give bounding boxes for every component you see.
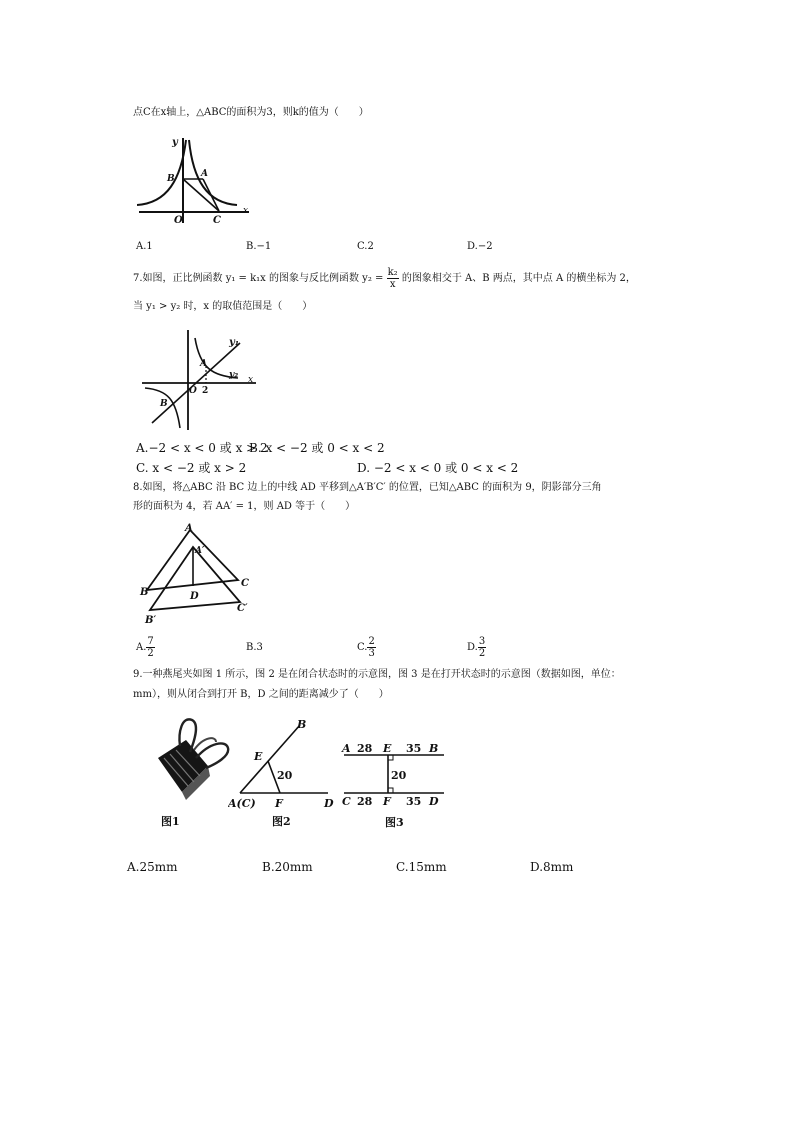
q8-option-c[interactable] — [357, 634, 376, 662]
fig1-caption: 图1 — [161, 815, 180, 828]
fig3-c-label: C — [342, 795, 351, 808]
q6-option-a[interactable]: A.1 — [136, 241, 153, 252]
binder-clip-picture — [150, 712, 235, 832]
q6-origin-label: O — [174, 215, 183, 225]
q7-frac-den: x — [389, 279, 396, 290]
q8-option-a[interactable] — [136, 634, 155, 662]
q7-x-label: x — [248, 375, 254, 385]
q6-x-label: x — [243, 206, 249, 216]
q8-b-label: B — [140, 587, 149, 598]
q6-option-c[interactable]: C.2 — [357, 241, 374, 252]
q7-origin-label: O — [189, 386, 197, 396]
q6-option-b[interactable]: B.−1 — [246, 241, 272, 252]
q6-option-d[interactable]: D.−2 — [467, 241, 493, 252]
fig2-b-label: B — [297, 718, 307, 731]
fig2-d-label: D — [324, 797, 334, 810]
q8-option-d[interactable] — [467, 634, 486, 662]
q9-stem-line1: 9.一种燕尾夹如图 1 所示，图 2 是在闭合状态时的示意图，图 3 是在打开状态时的示意图（数据如图，单位： — [133, 669, 621, 680]
q7-stem-part2: 的图象相交于 A、B 两点，其中点 A 的横坐标为 2， — [401, 273, 636, 284]
q7-y2-label: y₂ — [229, 370, 239, 380]
q8-option-a-prefix: A. — [136, 642, 147, 653]
fig3-28-bottom: 28 — [357, 795, 373, 808]
q8-option-d-den: 2 — [478, 648, 486, 659]
q9-option-a[interactable]: A.25mm — [127, 860, 178, 874]
fig2-closed-diagram — [228, 715, 343, 830]
fig3-caption: 图3 — [385, 816, 404, 829]
q7-option-c[interactable]: C. x < −2 或 x > 2 — [136, 461, 247, 475]
fig3-20-label: 20 — [391, 769, 407, 782]
q6-a-label: A — [201, 169, 208, 179]
q8-option-c-prefix: C. — [357, 642, 368, 653]
q8-option-c-frac — [367, 636, 375, 659]
q6-b-label: B — [167, 174, 175, 184]
q8-option-d-prefix: D. — [467, 642, 478, 653]
q8-figure — [137, 520, 257, 630]
fig3-d-label: D — [429, 795, 439, 808]
fig3-a-label: A — [342, 742, 351, 755]
q7-option-b[interactable]: B. x < −2 或 0 < x < 2 — [249, 441, 385, 455]
q7-y1-label: y₁ — [229, 337, 240, 348]
fig3-35-bottom: 35 — [406, 795, 422, 808]
q7-stem-part1: 7.如图，正比例函数 y₁ = k₁x 的图象与反比例函数 y₂ = — [133, 273, 384, 284]
fig3-f-label: F — [383, 795, 391, 808]
q8-a-prime-label: A′ — [195, 546, 205, 556]
fig3-28-top: 28 — [357, 742, 373, 755]
q7-stem-line1 — [133, 264, 636, 294]
q9-stem-line2: mm），则从闭合到打开 B，D 之间的距离减少了（ ） — [133, 689, 389, 700]
fig3-e-label: E — [383, 742, 392, 755]
q7-two-label: 2 — [202, 386, 209, 396]
fig2-caption: 图2 — [272, 815, 291, 828]
q8-d-label: D — [190, 591, 199, 602]
q7-stem-line2: 当 y₁ > y₂ 时，x 的取值范围是（ ） — [133, 301, 313, 312]
q7-b-label: B — [160, 399, 168, 409]
q7-option-d[interactable]: D. −2 < x < 0 或 0 < x < 2 — [357, 461, 519, 475]
q6-y-label: y — [172, 137, 178, 148]
fig2-f-label: F — [275, 797, 283, 810]
q8-option-c-num: 2 — [368, 636, 375, 647]
q8-b-prime-label: B′ — [145, 615, 157, 626]
q8-option-a-den: 2 — [147, 648, 154, 659]
q8-stem-line2: 形的面积为 4，若 AA′ = 1，则 AD 等于（ ） — [133, 501, 356, 512]
q8-a-label: A — [185, 523, 193, 534]
q8-stem-line1: 8.如图，将△ABC 沿 BC 边上的中线 AD 平移到△A′B′C′ 的位置，已知△ABC 的面积为 9，阴影部分三角 — [133, 482, 602, 493]
q7-figure — [140, 328, 260, 433]
fig2-e-label: E — [254, 750, 263, 763]
q7-option-a[interactable]: A.−2 < x < 0 或 x > 2 — [136, 441, 268, 455]
q8-c-label: C — [241, 578, 249, 589]
q6-stem: 点C在x轴上，△ABC的面积为3，则k的值为（ ） — [133, 107, 369, 118]
q8-option-a-num: 7 — [147, 636, 154, 647]
q7-fraction — [387, 267, 399, 290]
fig3-b-label: B — [429, 742, 439, 755]
q8-option-c-den: 3 — [368, 648, 375, 659]
q7-frac-num: k₂ — [387, 267, 398, 278]
q6-c-label: C — [213, 215, 221, 225]
fig3-35-top: 35 — [406, 742, 422, 755]
q8-c-prime-label: C′ — [237, 603, 248, 614]
fig3-open-diagram — [340, 738, 450, 830]
q8-option-a-frac — [146, 636, 154, 659]
q9-option-d[interactable]: D.8mm — [530, 860, 574, 874]
q9-option-b[interactable]: B.20mm — [262, 860, 313, 874]
q8-option-b[interactable]: B.3 — [246, 642, 263, 653]
q8-option-d-num: 3 — [478, 636, 486, 647]
q9-option-c[interactable]: C.15mm — [396, 860, 447, 874]
q6-figure — [137, 135, 252, 225]
q7-a-label: A — [200, 359, 207, 369]
fig2-ac-label: A(C) — [228, 797, 256, 810]
q8-option-d-frac — [478, 636, 486, 659]
fig2-length-label: 20 — [277, 769, 293, 782]
